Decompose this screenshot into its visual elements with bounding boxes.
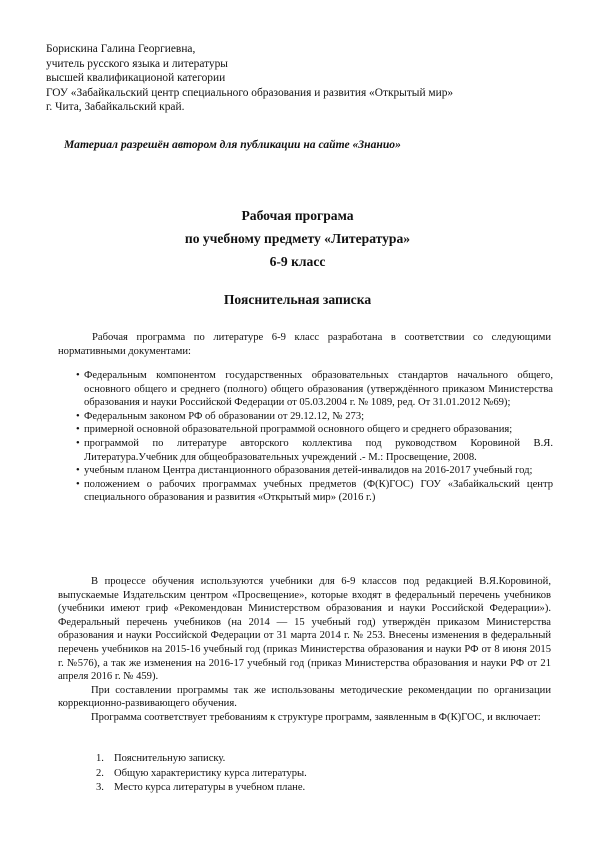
main-text	[58, 575, 551, 725]
bullet-icon: •	[76, 424, 80, 436]
author-organization: ГОУ «Забайкальский центр специального образования и развития «Открытый мир»	[46, 86, 454, 99]
author-category: высшей квалификационой категории	[46, 72, 226, 85]
author-name: Борискина Галина Георгиевна,	[46, 43, 196, 55]
bullet-icon: •	[76, 410, 80, 422]
intro-paragraph: Рабочая программа по литературе 6-9 класс разработана в соответствии со следующими нормативными документами:	[58, 332, 551, 357]
author-block	[46, 42, 453, 115]
list-item: • примерной основной образовательной программой основного общего и среднего образования;	[76, 424, 513, 436]
bullet-icon: •	[76, 478, 80, 490]
bullet-icon: •	[76, 465, 80, 477]
documents-bullet-list	[58, 369, 553, 505]
methods-paragraph: При составлении программы так же использованы методические рекомендации по организации коррекционно-развивающего обучения.	[58, 684, 551, 710]
list-item: • Федеральным компонентом государственных образовательных стандартов начального общего, основного общего и среднего (полного) общего образования (утверждённого приказом Министерства образования и науки Российской Федерации от 05.03.2004 г. № 1089, ред. От 31.01.2012 №69);	[76, 370, 553, 409]
list-item: 3. Место курса литературы в учебном плане.	[96, 782, 306, 794]
list-item: • учебным планом Центра дистанционного образования детей-инвалидов на 2016-2017 учебный год;	[76, 465, 533, 477]
structure-numbered-list	[96, 752, 307, 796]
list-item: • Федеральным законом РФ об образовании от 29.12.12, № 273;	[76, 410, 365, 422]
document-grade: 6-9 класс	[269, 254, 326, 269]
list-item: • программой по литературе авторского коллектива под руководством Коровиной В.Я. Литература.Учебник для общеобразовательных учреждений .- М.: Просвещение, 2008.	[76, 437, 553, 463]
textbooks-paragraph: В процессе обучения используются учебники для 6-9 классов под редакцией В.Я.Коровиной, выпускаемые Издательским центром «Просвещение», которые входят в федеральный перечень учебников (учебники имеют гриф «Рекомендован Министерством образования и науки Российской Федерации»). Федеральный перечень учебников (на 2014 — 15 учебный год) утверждён приказом Министерства образования и науки Российской Федерации от 31 марта 2014 г. № 253. Внесены изменения в федеральный перечень учебников на 2015-16 учебный год (приказ Министерства образования и науки РФ от 8 июня 2015 г. №576), а так же изменения на 2016-17 учебный год (приказ Министерства образования и науки РФ от 21 апреля 2016 г. № 459).	[58, 576, 551, 683]
author-position: учитель русского языка и литературы	[46, 57, 228, 70]
structure-paragraph: Программа соответствует требованиям к структуре программ, заявленным в Ф(К)ГОС, и включает:	[91, 711, 541, 723]
publication-notice: Материал разрешён автором для публикации на сайте «Знанио»	[64, 138, 401, 151]
author-location: г. Чита, Забайкальский край.	[46, 101, 185, 114]
document-subject: по учебному предмету «Литература»	[184, 231, 411, 246]
list-item: 1. Пояснительную записку.	[96, 753, 226, 764]
list-item: • положением о рабочих программах учебных предметов (Ф(К)ГОС) ГОУ «Забайкальский центр специального образования и развития «Открытый мир» (2016 г.)	[76, 478, 553, 504]
section-heading: Пояснительная записка	[223, 292, 372, 307]
bullet-icon: •	[76, 370, 80, 381]
document-title: Рабочая програма	[241, 208, 354, 223]
bullet-icon: •	[76, 437, 80, 449]
list-item: 2. Общую характеристику курса литературы.	[96, 767, 307, 779]
